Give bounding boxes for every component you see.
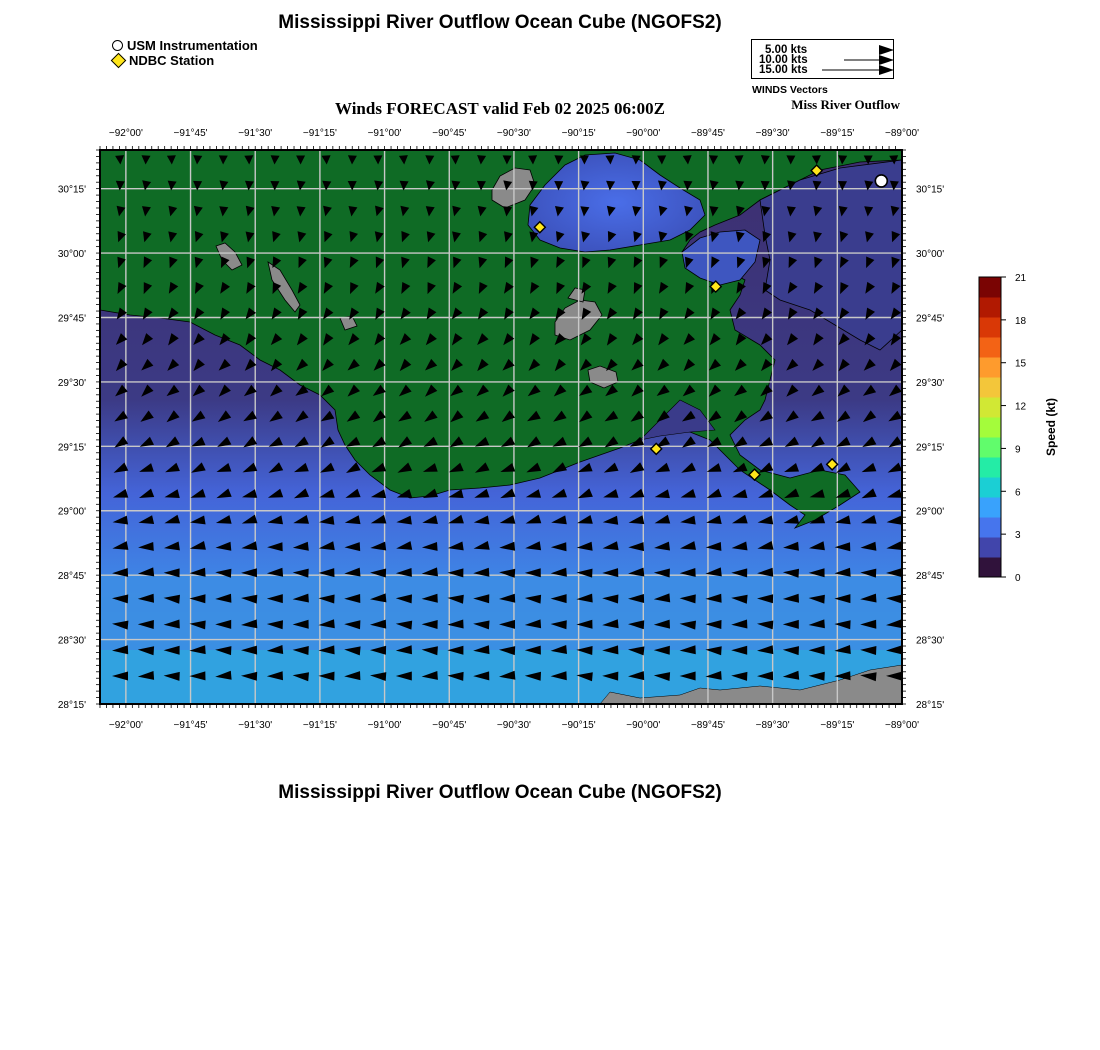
lon-tick-bottom: −90°00' — [626, 720, 661, 731]
lat-tick-left: 29°30' — [57, 377, 86, 389]
lat-tick-right: 29°15' — [916, 442, 945, 454]
vector-label-15: 15.00 kts — [759, 64, 808, 76]
lon-tick-top: −91°30' — [238, 128, 273, 139]
colorbar-segment — [979, 277, 1001, 298]
lat-tick-right: 28°30' — [916, 635, 945, 647]
lon-tick-bottom: −89°00' — [885, 720, 919, 731]
lon-tick-bottom: −92°00' — [108, 720, 143, 731]
colorbar-segment — [979, 537, 1001, 558]
legend-ndbc-label: NDBC Station — [129, 53, 215, 68]
lon-tick-top: −92°00' — [108, 128, 143, 139]
colorbar-tick-label: 15 — [1015, 358, 1027, 370]
lon-tick-top: −91°15' — [302, 128, 337, 139]
colorbar-tick-label: 3 — [1015, 530, 1021, 542]
colorbar-segment — [979, 417, 1001, 438]
lon-tick-top: −89°00' — [885, 128, 919, 139]
lon-tick-bottom: −89°45' — [690, 720, 725, 731]
map-subtitle: Winds FORECAST valid Feb 02 2025 06:00Z — [335, 99, 665, 118]
colorbar-tick-label: 18 — [1015, 315, 1027, 327]
lat-tick-right: 29°30' — [916, 377, 945, 389]
legend-usm-label: USM Instrumentation — [127, 38, 258, 53]
lon-tick-top: −91°00' — [367, 128, 402, 139]
page-title-bottom: Mississippi River Outflow Ocean Cube (NGOFS2) — [278, 782, 722, 803]
lat-tick-left: 30°15' — [57, 184, 86, 196]
usm-station-marker — [875, 175, 887, 187]
lat-tick-left: 29°45' — [57, 313, 86, 325]
lon-tick-bottom: −91°30' — [238, 720, 273, 731]
lon-tick-top: −90°30' — [496, 128, 531, 139]
lat-tick-left: 28°15' — [57, 700, 86, 711]
lat-tick-right: 28°45' — [916, 571, 945, 583]
lon-tick-top: −89°15' — [820, 128, 855, 139]
lon-tick-bottom: −91°45' — [173, 720, 208, 731]
colorbar-tick-label: 0 — [1015, 573, 1021, 584]
region-label: Miss River Outflow — [791, 97, 900, 112]
colorbar-tick-label: 9 — [1015, 444, 1021, 456]
lon-tick-top: −90°15' — [561, 128, 596, 139]
colorbar-segment — [979, 297, 1001, 318]
colorbar-title: Speed (kt) — [1044, 397, 1058, 457]
colorbar-segment — [979, 337, 1001, 358]
lat-tick-left: 28°45' — [57, 571, 86, 583]
colorbar-tick-label: 21 — [1015, 273, 1027, 284]
lon-tick-top: −91°45' — [173, 128, 208, 139]
lon-tick-top: −90°00' — [626, 128, 661, 139]
colorbar-segment — [979, 317, 1001, 338]
lat-tick-left: 29°00' — [57, 506, 86, 518]
colorbar-segment — [979, 357, 1001, 378]
lon-tick-top: −90°45' — [432, 128, 467, 139]
lon-tick-bottom: −91°15' — [302, 720, 337, 731]
colorbar-segment — [979, 557, 1001, 578]
vector-caption: WINDS Vectors — [752, 84, 828, 96]
lon-tick-top: −89°30' — [755, 128, 790, 139]
lon-tick-top: −89°45' — [690, 128, 725, 139]
colorbar-segment — [979, 517, 1001, 538]
lon-tick-bottom: −91°00' — [367, 720, 402, 731]
lat-tick-left: 29°15' — [57, 442, 86, 454]
lon-tick-bottom: −90°45' — [432, 720, 467, 731]
colorbar-tick-label: 12 — [1015, 401, 1027, 413]
lat-tick-right: 30°15' — [916, 184, 945, 196]
lon-tick-bottom: −89°30' — [755, 720, 790, 731]
lon-tick-bottom: −90°30' — [496, 720, 531, 731]
colorbar-segment — [979, 497, 1001, 518]
lat-tick-right: 29°00' — [916, 506, 945, 518]
lat-tick-right: 28°15' — [916, 700, 945, 711]
lat-tick-right: 30°00' — [916, 249, 945, 261]
lon-tick-bottom: −89°15' — [820, 720, 855, 731]
colorbar-segment — [979, 377, 1001, 398]
speed-colorbar — [979, 273, 1058, 584]
vector-label-5: 5.00 kts — [765, 44, 808, 56]
lat-tick-left: 30°00' — [57, 249, 86, 261]
colorbar-segment — [979, 437, 1001, 458]
lat-tick-left: 28°30' — [57, 635, 86, 647]
colorbar-segment — [979, 397, 1001, 418]
colorbar-tick-label: 6 — [1015, 487, 1021, 499]
lon-tick-bottom: −90°15' — [561, 720, 596, 731]
vector-label-10: 10.00 kts — [759, 54, 808, 66]
colorbar-segment — [979, 457, 1001, 478]
colorbar-segment — [979, 477, 1001, 498]
lat-tick-right: 29°45' — [916, 313, 945, 325]
page-title: Mississippi River Outflow Ocean Cube (NGOFS2) — [278, 12, 722, 33]
